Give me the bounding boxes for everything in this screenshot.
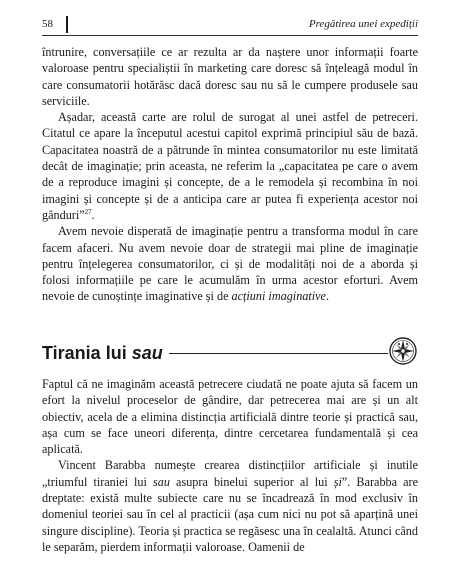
- paragraph-continuation: întrunire, conversațiile ce ar rezulta ar da naștere unor informații foarte valoroase pentru specialiștii în marketing care doresc să înțeleagă modul în care consumatorii hotărăsc dacă doresc sau nu să le cumpere produsele sau serviciile.: [42, 45, 418, 108]
- running-title: Pregătirea unei expediții: [308, 18, 418, 30]
- italic-phrase: acțiuni imaginative: [231, 289, 326, 304]
- paragraph-need-imagination: Avem nevoie disperată de imaginație pentru a transforma modul în care facem afaceri. Nu avem nevoie doar de strategii mai pline de imaginație pentru înțelegerea consumatorilor, ci și de modalități noi de a aborda și folosi informațiile pe care le acumulăm în urma acestor eforturi. Avem nevoie de cunoștințe imaginative și de acțiuni imaginative.: [42, 224, 418, 304]
- footnote-marker: 27: [84, 207, 92, 216]
- paragraph-surrogate-party: Așadar, această carte are rolul de surogat al unei astfel de petreceri. Citatul ce apare la începutul acestui capitol exprimă principiul său de bază. Capacitatea noastră de a pătrunde în mintea consumatorilor nu este limitată decât de imaginație; prin aceasta, ne referim la „capacitatea pe care o avem de a reproduce imagini și concepte, de a le remodela și recombina în noi imagini și concepte și de a anticipa care ar putea fi experiența acestor noi gânduri”$^{27}$.: [42, 110, 418, 222]
- page-header: [42, 15, 418, 36]
- top-body-text: [42, 44, 418, 305]
- bottom-body-text: [42, 376, 418, 555]
- section-heading: [42, 340, 418, 366]
- paragraph-strange-party: Faptul că ne imaginăm această petrecere ciudată ne poate ajuta să facem un efort la nivelul proceselor de gândire, dar petrecerea mai are și un alt obiectiv, acela de a elimina distincția artificială dintre teorie și practică sau, așa cum se face uneori diferența, dintre cercetarea fundamentală și cea aplicată.: [42, 377, 418, 457]
- paragraph-barabba: Vincent Barabba numește crearea distincțiilor artificiale și inutile „triumful tiraniei lui sau asupra binelui superior al lui și”. Barabba are dreptate: există multe subiecte care nu se încadrează în mod exclusiv în domeniul teoriei sau în cel al practicii (așa cum nici nu pot să aparțină unei singure discipline). Teoria și practica se regăsesc una în cealaltă. Atunci când le separăm, pierdem informații valoroase. Oamenii de: [42, 458, 419, 554]
- header-divider-bar: [66, 16, 68, 33]
- compass-star-icon: [388, 336, 418, 366]
- section-title: Tirania lui sau: [42, 342, 169, 364]
- page-number: 58: [42, 18, 53, 30]
